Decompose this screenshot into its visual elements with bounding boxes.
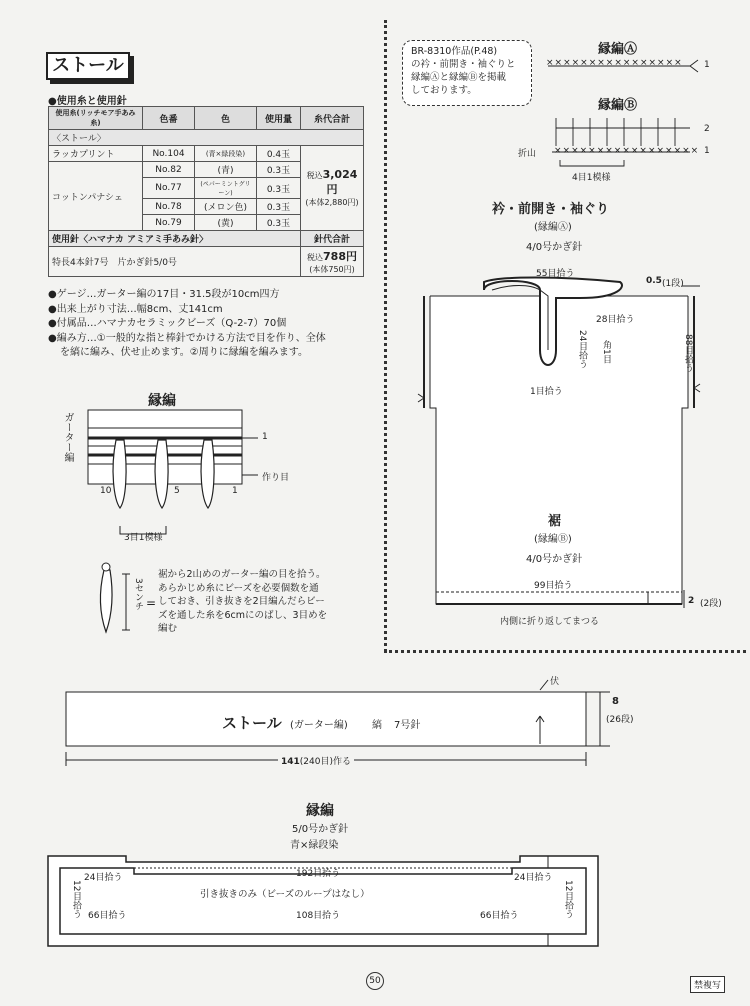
fringe-num-10: 10 xyxy=(100,486,112,496)
fringe-num-1: 1 xyxy=(232,486,238,496)
hem-sub: (縁編Ⓑ) xyxy=(534,534,572,545)
stole-stripe: 縞 xyxy=(372,720,382,731)
needle-list: 特長4本針7号 片かぎ針5/0号 xyxy=(49,247,301,277)
bead-note-line: あらかじめ糸にビーズを必要個数を通 xyxy=(158,582,319,594)
pick-55: 55目拾う xyxy=(536,269,575,279)
yarn-color: (ペパーミントグリーン) xyxy=(195,178,257,199)
edge-b-fold: 折山 xyxy=(518,149,537,159)
stole-needle: 7号針 xyxy=(394,720,421,731)
edge-b-stitches: ××××××××××××××××× xyxy=(554,146,700,156)
col-total: 糸代合計 xyxy=(301,107,364,130)
callout-line: しております。 xyxy=(411,85,477,96)
yarn-amount: 0.3玉 xyxy=(257,199,301,215)
fringe-num-5: 5 xyxy=(174,486,180,496)
garment-title: 衿・前開き・袖ぐり xyxy=(492,202,610,217)
fringe-cast-on: 作り目 xyxy=(262,473,290,483)
yarn-num: No.82 xyxy=(143,162,195,178)
bead-note-line: 編む xyxy=(158,623,178,634)
pick-66-left: 66目拾う xyxy=(88,911,127,921)
needle-header: 針代合計 xyxy=(301,231,364,247)
garter-label: ガーター編 xyxy=(62,412,73,462)
yarn-total: 税込3,024円 (本体2,880円) xyxy=(301,146,364,231)
edge-b-row-1: 1 xyxy=(704,146,710,156)
section-label: 〈ストール〉 xyxy=(49,130,364,146)
hem-title: 裾 xyxy=(548,514,562,529)
needle-label: 使用針〈ハマナカ アミアミ手あみ針〉 xyxy=(49,231,301,247)
stole-length-sts: (240目) xyxy=(299,757,333,767)
col-num: 色番 xyxy=(143,107,195,130)
pattern-title: ストール xyxy=(46,52,130,80)
no-copy-badge: 禁複写 xyxy=(690,976,725,993)
pick-99: 99目拾う xyxy=(534,581,573,591)
pick-192: 192目拾う xyxy=(296,869,341,879)
hem-hook: 4/0号かぎ針 xyxy=(526,554,583,565)
pick-12-right: 12目拾う xyxy=(563,880,573,919)
edge-a-stitches: ×××××××××××××××× xyxy=(546,58,683,68)
pick-24-left: 24目拾う xyxy=(84,873,123,883)
yarn-color: (黄) xyxy=(195,215,257,231)
garment-sub: (縁編Ⓐ) xyxy=(534,222,572,233)
bead-note-line: しておき、引き抜きを2目編んだらビー xyxy=(158,596,325,607)
yarn-num: No.79 xyxy=(143,215,195,231)
stole-title: ストール xyxy=(222,714,282,732)
page-number: 50 xyxy=(366,972,384,990)
callout-line: の衿・前開き・袖ぐりと xyxy=(411,59,516,70)
yarn-name: コットンパナシェ xyxy=(49,162,143,231)
yarn-color: (青) xyxy=(195,162,257,178)
stole-bind-off: 伏 xyxy=(550,677,560,687)
yarn-amount: 0.4玉 xyxy=(257,146,301,162)
bead-note-line: 裾から2山めのガーター編の目を拾う。 xyxy=(158,569,326,580)
stole-length-label xyxy=(278,754,354,767)
col-color: 色 xyxy=(195,107,257,130)
callout-line: BR-8310作品(P.48) xyxy=(411,46,498,57)
materials-heading: ●使用糸と使用針 xyxy=(48,96,127,107)
garment-hook: 4/0号かぎ針 xyxy=(526,242,583,253)
size-05: 0.5 xyxy=(646,276,662,286)
yarn-num: No.104 xyxy=(143,146,195,162)
corner-1: 角1目 xyxy=(601,340,611,364)
callout-line: 縁編Ⓐと縁編Ⓑを掲載 xyxy=(411,72,507,83)
note-method: ●編み方…①一般的な指と棒針でかける方法で目を作り、全体 xyxy=(48,332,326,344)
stole-detail: (ガーター編) xyxy=(290,720,348,731)
note-method-cont: を縞に編み、伏せ止めます。②周りに縁編を編みます。 xyxy=(60,347,308,358)
yarn-num: No.78 xyxy=(143,199,195,215)
edge-b-repeat: 4目1模様 xyxy=(572,173,611,183)
pick-108: 108目拾う xyxy=(296,911,341,921)
yarn-color: (青×緑段染) xyxy=(195,146,257,162)
yarn-amount: 0.3玉 xyxy=(257,162,301,178)
equals-sign: = xyxy=(146,596,157,610)
border-hook: 5/0号かぎ針 xyxy=(292,824,349,835)
pick-24: 24目拾う xyxy=(577,330,587,369)
border-title: 縁編 xyxy=(306,803,334,819)
fringe-repeat: 3目1模様 xyxy=(124,533,163,543)
bead-note-line: ズを通した糸を6cmにのばし、3目めを xyxy=(158,609,328,621)
yarn-name: ラッカプリント xyxy=(49,146,143,162)
col-amount: 使用量 xyxy=(257,107,301,130)
pick-24-right: 24目拾う xyxy=(514,873,553,883)
note-gauge: ●ゲージ…ガーター編の17目・31.5段が10cm四方 xyxy=(48,289,280,300)
slip-note: 引き抜きのみ（ビーズのループはなし） xyxy=(200,889,370,900)
stole-width-rows: (26段) xyxy=(606,715,634,725)
col-yarn: 使用糸(リッチモア手あみ糸) xyxy=(49,107,143,130)
yarn-color: (メロン色) xyxy=(195,199,257,215)
pick-66-right: 66目拾う xyxy=(480,911,519,921)
yarn-amount: 0.3玉 xyxy=(257,178,301,199)
fringe-title: 縁編 xyxy=(148,393,176,409)
size-2: 2 xyxy=(688,596,695,606)
pick-1: 1目拾う xyxy=(530,387,563,397)
edge-a-title: 縁編Ⓐ xyxy=(598,42,638,57)
needle-total: 税込788円 (本体750円) xyxy=(301,247,364,277)
border-color: 青×緑段染 xyxy=(290,840,339,851)
fold-note: 内側に折り返してまつる xyxy=(500,617,600,627)
bead-length: 3センチ xyxy=(133,578,143,611)
edge-a-row: 1 xyxy=(704,60,710,70)
rows-05: (1段) xyxy=(662,279,684,289)
edge-b-title: 縁編Ⓑ xyxy=(598,98,638,113)
fringe-row-1: 1 xyxy=(262,432,268,442)
stole-length: 141 xyxy=(281,757,300,767)
stole-make: 作る xyxy=(333,757,352,767)
pick-12-left: 12目拾う xyxy=(71,880,81,919)
stole-width: 8 xyxy=(612,696,619,707)
note-size: ●出来上がり寸法…幅8cm、丈141cm xyxy=(48,303,223,315)
pick-88: 88目拾う xyxy=(683,334,693,373)
edge-b-chart xyxy=(552,118,690,166)
pick-28: 28目拾う xyxy=(596,315,635,325)
rows-2: (2段) xyxy=(700,599,722,609)
edge-b-row-2: 2 xyxy=(704,124,710,134)
yarn-num: No.77 xyxy=(143,178,195,199)
yarn-amount: 0.3玉 xyxy=(257,215,301,231)
bead-note xyxy=(158,568,327,636)
note-accessory: ●付属品…ハマナカセラミックビーズ（Q-2-7）70個 xyxy=(48,318,287,329)
